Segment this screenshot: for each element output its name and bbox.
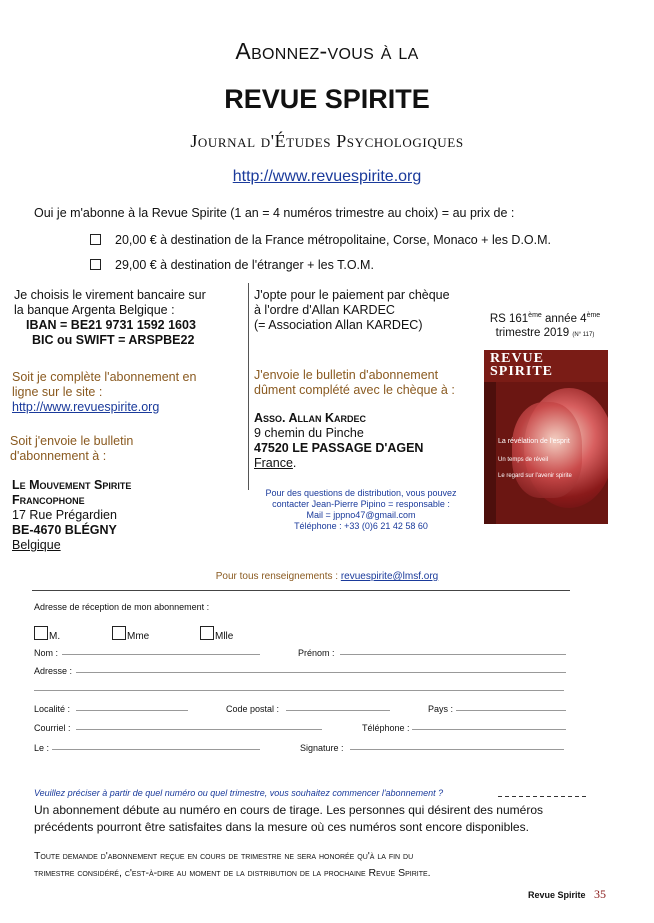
prenom-label: Prénom : bbox=[298, 648, 335, 658]
form-address-label: Adresse de réception de mon abonnement : bbox=[34, 602, 210, 612]
courriel-field[interactable] bbox=[76, 729, 322, 730]
issue-num: (N° 117) bbox=[572, 331, 595, 338]
title-line1: Abonnez-vous à la bbox=[235, 38, 419, 64]
dist-line2: contacter Jean-Pierre Pipino = responsable : bbox=[272, 499, 450, 509]
localite-field[interactable] bbox=[76, 710, 188, 711]
note-line3: Toute demande d'abonnement reçue en cours de trimestre ne sera honorée qu'à la fin du bbox=[34, 850, 414, 862]
start-question-text: Veuillez préciser à partir de quel numéro ou quel trimestre, vous souhaitez commencer l'abonnement ? bbox=[34, 788, 444, 798]
footer-journal: Revue Spirite bbox=[528, 890, 586, 900]
mail-line1: Soit j'envoie le bulletin bbox=[10, 434, 134, 448]
pays-label: Pays : bbox=[428, 704, 454, 714]
iban: IBAN = BE21 9731 1592 1603 bbox=[26, 318, 196, 332]
issue-info bbox=[470, 309, 620, 342]
cheque-block bbox=[254, 288, 450, 333]
belgium-addr-line5: Belgique bbox=[12, 538, 61, 552]
cheque-line2: à l'ordre d'Allan KARDEC bbox=[254, 303, 395, 317]
france-addr-line1: Asso. Allan Kardec bbox=[254, 411, 367, 425]
form-top-rule bbox=[32, 590, 570, 591]
send-line1: J'envoie le bulletin d'abonnement bbox=[254, 368, 439, 382]
option-france[interactable] bbox=[90, 233, 551, 247]
date-label: Le : bbox=[34, 743, 50, 753]
cheque-line3: (= Association Allan KARDEC) bbox=[254, 318, 423, 332]
belgium-addr-line4: BE-4670 BLÉGNY bbox=[12, 523, 117, 537]
telephone-label: Téléphone : bbox=[362, 723, 410, 733]
bank-line2: la banque Argenta Belgique : bbox=[14, 303, 175, 317]
send-block bbox=[254, 368, 455, 398]
france-addr-line3: 47520 LE PASSAGE D'AGEN bbox=[254, 441, 424, 455]
title-miss[interactable] bbox=[200, 626, 233, 642]
cover-title1: REVUE bbox=[490, 351, 545, 366]
adresse-field-2[interactable] bbox=[34, 690, 564, 691]
checkbox-france[interactable] bbox=[90, 234, 101, 245]
cover-line2: Un temps de réveil bbox=[498, 457, 549, 463]
belgium-addr-line3: 17 Rue Prégardien bbox=[12, 508, 117, 522]
adresse-field[interactable] bbox=[76, 672, 566, 673]
bic: BIC ou SWIFT = ARSPBE22 bbox=[32, 333, 195, 347]
title-miss-label: Mlle bbox=[215, 631, 234, 642]
belgium-addr-line2: Francophone bbox=[12, 493, 85, 507]
cover-title2: SPIRITE bbox=[490, 364, 554, 379]
column-divider bbox=[248, 283, 249, 490]
france-addr-line4 bbox=[254, 456, 423, 471]
option-abroad[interactable] bbox=[90, 258, 374, 272]
send-line2: dûment complété avec le chèque à : bbox=[254, 383, 455, 397]
title-line2: REVUE SPIRITE bbox=[224, 84, 430, 114]
issue-line2: trimestre 2019 bbox=[495, 326, 570, 339]
cover-title bbox=[490, 352, 553, 378]
france-address bbox=[254, 411, 423, 471]
online-line1: Soit je complète l'abonnement en bbox=[12, 370, 197, 384]
france-addr-country: France bbox=[254, 456, 293, 470]
checkbox-mr[interactable] bbox=[34, 626, 48, 640]
signature-label: Signature : bbox=[300, 743, 344, 753]
note-line1: Un abonnement débute au numéro en cours de tirage. Les personnes qui désirent des numéros bbox=[34, 803, 543, 817]
signature-field[interactable] bbox=[350, 749, 564, 750]
courriel-label: Courriel : bbox=[34, 723, 71, 733]
prenom-field[interactable] bbox=[340, 654, 566, 655]
option-france-label: 20,00 € à destination de la France métropolitaine, Corse, Monaco + les D.O.M. bbox=[115, 233, 551, 247]
code-postal-field[interactable] bbox=[286, 710, 390, 711]
issue-sup1: ème bbox=[528, 312, 542, 319]
dist-phone: Téléphone : +33 (0)6 21 42 58 60 bbox=[294, 521, 428, 531]
checkbox-mrs[interactable] bbox=[112, 626, 126, 640]
page-number: 35 bbox=[594, 887, 606, 901]
info-email[interactable]: revuespirite@lmsf.org bbox=[340, 571, 439, 582]
belgium-addr-line1: Le Mouvement Spirite bbox=[12, 478, 132, 492]
checkbox-abroad[interactable] bbox=[90, 259, 101, 270]
availability-note bbox=[34, 802, 543, 836]
issue-sup2: ème bbox=[586, 312, 601, 319]
quarter-note bbox=[34, 848, 431, 882]
code-postal-label: Code postal : bbox=[226, 704, 280, 714]
telephone-field[interactable] bbox=[412, 729, 566, 730]
subscription-intro: Oui je m'abonne à la Revue Spirite (1 an = 4 numéros trimestre au choix) = au prix de : bbox=[34, 206, 515, 220]
magazine-cover bbox=[484, 350, 608, 524]
info-label: Pour tous renseignements : bbox=[215, 571, 339, 582]
website-link[interactable]: http://www.revuespirite.org bbox=[232, 168, 422, 185]
cover-line3: Le regard sur l'avenir spirite bbox=[498, 473, 572, 479]
nom-label: Nom : bbox=[34, 648, 59, 658]
note-line2: précédents pourront être satisfaites dans la mesure où ces numéros sont encore disponibles. bbox=[34, 820, 529, 834]
info-line bbox=[0, 571, 654, 582]
checkbox-miss[interactable] bbox=[200, 626, 214, 640]
pays-field[interactable] bbox=[456, 710, 566, 711]
dist-mail-line bbox=[236, 510, 486, 521]
title-mrs-label: Mme bbox=[127, 631, 150, 642]
subtitle: Journal d'Études Psychologiques bbox=[190, 131, 464, 151]
france-addr-dot: . bbox=[292, 456, 297, 470]
localite-label: Localité : bbox=[34, 704, 71, 714]
issue-year: année 4 bbox=[541, 312, 587, 325]
dist-line1: Pour des questions de distribution, vous pouvez bbox=[265, 488, 457, 498]
distribution-contact bbox=[236, 488, 486, 532]
bank-block bbox=[14, 288, 206, 348]
dist-mail[interactable]: Mail = jppno47@gmail.com bbox=[306, 510, 416, 520]
cheque-line1: J'opte pour le paiement par chèque bbox=[254, 288, 450, 302]
nom-field[interactable] bbox=[62, 654, 260, 655]
option-abroad-label: 29,00 € à destination de l'étranger + les T.O.M. bbox=[115, 258, 374, 272]
adresse-label: Adresse : bbox=[34, 666, 73, 676]
belgium-address bbox=[12, 478, 131, 553]
cover-line1: La révélation de l'esprit bbox=[498, 438, 570, 445]
start-answer-field[interactable] bbox=[498, 796, 588, 797]
start-question bbox=[34, 788, 443, 798]
france-addr-line2: 9 chemin du Pinche bbox=[254, 426, 364, 440]
issue-rs: RS 161 bbox=[489, 312, 529, 325]
title-mrs[interactable] bbox=[112, 626, 149, 642]
mail-line2: d'abonnement à : bbox=[10, 449, 107, 463]
date-field[interactable] bbox=[52, 749, 260, 750]
note-line4: trimestre considéré, c'est-à-dire au moment de la distribution de la prochaine Revue Spirite. bbox=[34, 867, 431, 879]
online-link[interactable]: http://www.revuespirite.org bbox=[12, 400, 160, 414]
online-line2: ligne sur le site : bbox=[12, 385, 103, 399]
title-mr-label: M. bbox=[49, 631, 61, 642]
bank-line1: Je choisis le virement bancaire sur bbox=[14, 288, 206, 302]
online-block bbox=[12, 370, 196, 415]
title-mr[interactable] bbox=[34, 626, 60, 642]
mail-block bbox=[10, 434, 133, 464]
